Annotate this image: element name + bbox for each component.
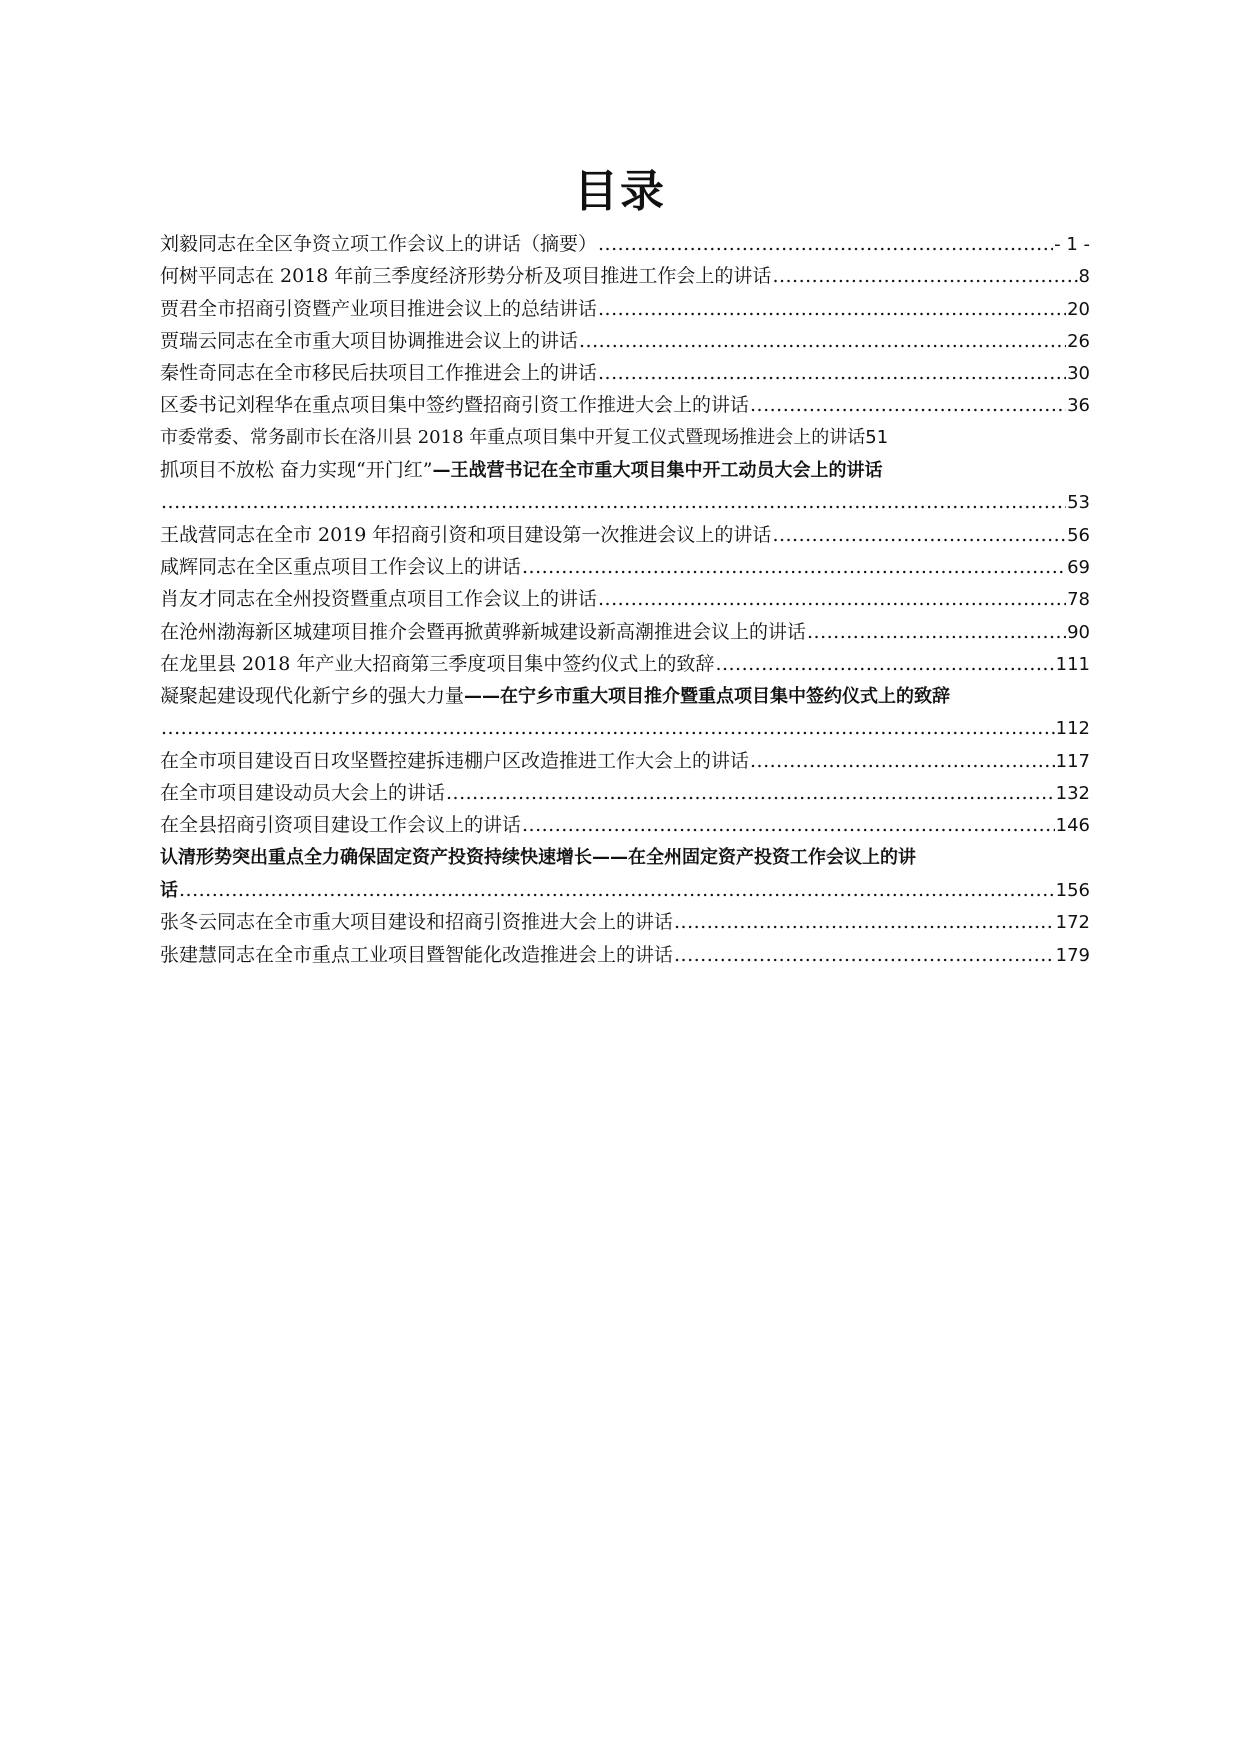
- toc-entry[interactable]: [160, 422, 1090, 454]
- toc-entry-title: 在全县招商引资项目建设工作会议上的讲话: [160, 814, 522, 837]
- toc-entry[interactable]: [160, 357, 1090, 389]
- dot-leader: [674, 939, 1055, 971]
- toc-entry-title: 抓项目不放松 奋力实现“开门红”: [160, 459, 433, 482]
- toc-entry-title: 咸辉同志在全区重点项目工作会议上的讲话: [160, 555, 522, 578]
- toc-entry-page: 146: [1055, 815, 1090, 837]
- toc-entry[interactable]: [160, 616, 1090, 648]
- toc-entry[interactable]: [160, 260, 1090, 292]
- toc-entry-title: 在龙里县 2018 年产业大招商第三季度项目集中签约仪式上的致辞: [160, 652, 715, 675]
- dot-leader: [161, 712, 1055, 744]
- toc-entry-title: 在沧州渤海新区城建项目推介会暨再掀黄骅新城建设新高潮推进会议上的讲话: [160, 620, 807, 643]
- dot-leader: [772, 260, 1077, 292]
- dot-leader: [772, 519, 1066, 551]
- toc-entry-title: 张建慧同志在全市重点工业项目暨智能化改造推进会上的讲话: [160, 943, 674, 966]
- toc-entry[interactable]: [160, 583, 1090, 615]
- toc-entry-line: [160, 680, 1090, 712]
- toc-entry-page: 53: [1067, 492, 1090, 514]
- dot-leader: [179, 874, 1055, 906]
- toc-title: 目录: [574, 166, 666, 217]
- toc-entry-title: 凝聚起建设现代化新宁乡的强大力量: [160, 685, 465, 708]
- toc-entry[interactable]: [160, 389, 1090, 421]
- toc-entry-line: [160, 486, 1090, 518]
- dot-leader: [598, 228, 1053, 260]
- toc-entry-subtitle: —王战营书记在全市重大项目集中开工动员大会上的讲话: [432, 460, 883, 482]
- toc-entry-title: 贾君全市招商引资暨产业项目推进会议上的总结讲话: [160, 297, 598, 320]
- toc-entry-title: 贾瑞云同志在全市重大项目协调推进会议上的讲话: [160, 329, 579, 352]
- toc-entry-page: 69: [1067, 556, 1090, 578]
- toc-entry[interactable]: [160, 551, 1090, 583]
- toc-entry-line: [160, 712, 1090, 744]
- toc-entry-title: 王战营同志在全市 2019 年招商引资和项目建设第一次推进会议上的讲话: [160, 523, 772, 546]
- toc-entry-page: 51: [865, 426, 889, 448]
- toc-entry-page: 112: [1055, 718, 1090, 740]
- dot-leader: [598, 293, 1066, 325]
- toc-entry-subtitle: ——在宁乡市重大项目推介暨重点项目集中签约仪式上的致辞: [464, 686, 951, 708]
- toc-entry-page: 30: [1067, 363, 1090, 385]
- toc-entry-title: 刘毅同志在全区争资立项工作会议上的讲话（摘要）: [160, 233, 598, 255]
- toc-entry[interactable]: [160, 842, 1090, 907]
- dot-leader: [161, 486, 1066, 518]
- toc-list: [160, 228, 1090, 971]
- toc-entry-title: 秦性奇同志在全市移民后扶项目工作推进会上的讲话: [160, 362, 598, 385]
- toc-entry[interactable]: [160, 325, 1090, 357]
- toc-entry-title: 何树平同志在 2018 年前三季度经济形势分析及项目推进工作会上的讲话: [160, 265, 772, 288]
- toc-entry-title: 张冬云同志在全市重大项目建设和招商引资推进大会上的讲话: [160, 911, 674, 934]
- toc-entry-page: 111: [1055, 653, 1090, 675]
- dot-leader: [446, 777, 1055, 809]
- dot-leader: [750, 745, 1055, 777]
- toc-entry[interactable]: [160, 228, 1090, 260]
- toc-entry-title: 在全市项目建设动员大会上的讲话: [160, 782, 446, 805]
- toc-entry[interactable]: [160, 906, 1090, 938]
- toc-entry-title: 在全市项目建设百日攻坚暨控建拆违棚户区改造推进工作大会上的讲话: [160, 749, 750, 772]
- toc-entry-page: 26: [1067, 330, 1090, 352]
- toc-entry-page: 56: [1067, 524, 1090, 546]
- dot-leader: [598, 357, 1066, 389]
- dot-leader: [579, 325, 1066, 357]
- toc-entry-page: 156: [1055, 879, 1090, 901]
- toc-entry-page: 172: [1055, 912, 1090, 934]
- toc-entry-page: 8: [1078, 266, 1090, 288]
- dot-leader: [598, 583, 1066, 615]
- toc-entry-line: [160, 454, 1090, 486]
- toc-entry[interactable]: [160, 809, 1090, 841]
- toc-entry-page: 78: [1067, 589, 1090, 611]
- toc-entry-page: - 1 -: [1054, 234, 1090, 255]
- toc-entry[interactable]: [160, 454, 1090, 519]
- dot-leader: [522, 809, 1055, 841]
- toc-entry-title-cont: 话: [160, 879, 178, 901]
- dot-leader: [715, 648, 1054, 680]
- toc-entry-page: 132: [1055, 783, 1090, 805]
- dot-leader: [750, 389, 1066, 421]
- toc-entry-title: 肖友才同志在全州投资暨重点项目工作会议上的讲话: [160, 588, 598, 611]
- dot-leader: [522, 551, 1066, 583]
- toc-entry[interactable]: [160, 680, 1090, 745]
- toc-entry[interactable]: [160, 939, 1090, 971]
- toc-entry-page: 117: [1055, 750, 1090, 772]
- toc-entry-page: 179: [1055, 944, 1090, 966]
- toc-entry-line: [160, 874, 1090, 906]
- toc-entry[interactable]: [160, 745, 1090, 777]
- toc-entry[interactable]: [160, 293, 1090, 325]
- toc-entry-page: 20: [1067, 298, 1090, 320]
- toc-entry[interactable]: [160, 519, 1090, 551]
- dot-leader: [807, 616, 1066, 648]
- toc-entry-line: [160, 842, 1090, 874]
- toc-entry-page: 36: [1067, 395, 1090, 417]
- toc-entry[interactable]: [160, 648, 1090, 680]
- toc-entry-title: 认清形势突出重点全力确保固定资产投资持续快速增长——在全州固定资产投资工作会议上的讲: [160, 846, 916, 868]
- toc-entry-title: 市委常委、常务副市长在洛川县 2018 年重点项目集中开复工仪式暨现场推进会上的讲话: [160, 426, 866, 448]
- toc-entry[interactable]: [160, 777, 1090, 809]
- dot-leader: [674, 906, 1055, 938]
- toc-entry-page: 90: [1067, 621, 1090, 643]
- toc-entry-title: 区委书记刘程华在重点项目集中签约暨招商引资工作推进大会上的讲话: [160, 394, 750, 417]
